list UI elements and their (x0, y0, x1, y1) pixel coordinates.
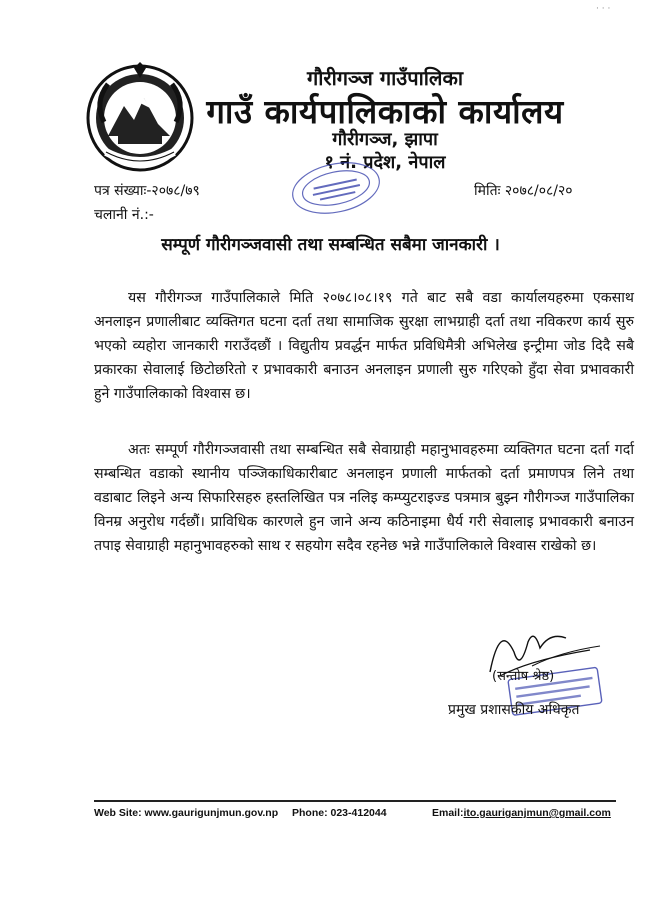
scan-speck: · · · (596, 4, 611, 14)
letter-subject: सम्पूर्ण गौरीगञ्जवासी तथा सम्बन्धित सबैमा जानकारी । (161, 235, 500, 255)
signatory-title: प्रमुख प्रशासकीय अधिकृत (448, 702, 580, 718)
patra-sankhya: पत्र संख्याः-२०७८/७९ (94, 183, 200, 199)
footer-divider (94, 800, 616, 802)
letter-date: मितिः २०७८/०८/२० (474, 183, 573, 199)
footer-website: Web Site: www.gaurigunjmun.gov.np (94, 807, 279, 819)
letterhead-address: गौरीगञ्ज, झापा (332, 129, 438, 150)
body-paragraph-1: यस गौरीगञ्ज गाउँपालिकाले मिति २०७८।०८।१९ गते बाट सबै वडा कार्यालयहरुमा एकसाथ अनलाइन प्रणालीबाट व्यक्तिगत घटना दर्ता तथा सामाजिक सुरक्षा लाभग्राही दर्ता तथा नविकरण कार्य सुरु भएको व्यहोरा जानकारी गराउँदछौं । विद्युतीय प्रवर्द्धन मार्फत प्रविधिमैत्री अभिलेख इन्ट्रीमा जोड दिदै सबै प्रकारका सेवालाई छिटोछरितो र प्रभावकारी बनाउन अनलाइन प्रणाली सुरु गरिएको हुँदा सेवा प्रभावकारी हुने गाउँपालिकाको विश्वास छ। (94, 290, 634, 402)
letterhead-municipality: गौरीगञ्ज गाउँपालिका (306, 66, 464, 90)
chalani-number: चलानी नं.:- (94, 207, 154, 223)
footer-phone: Phone: 023-412044 (292, 807, 387, 819)
body-paragraph-2: अतः सम्पूर्ण गौरीगञ्जवासी तथा सम्बन्धित सबै सेवाग्राही महानुभावहरुमा व्यक्तिगत घटना दर्ता गर्दा सम्बन्धित वडाको स्थानीय पञ्जिकाधिकारीबाट अनलाइन प्रणाली मार्फतको दर्ता प्रमाणपत्र लिने तथा वडाबाट लिइने अन्य सिफारिसहरु हस्तलिखित पत्र नलिइ कम्प्युटराइज्ड पत्रमात्र बुझ्न गौरीगञ्ज गाउँपालिका विनम्र अनुरोध गर्दछौं। प्राविधिक कारणले हुन जाने अन्य कठिनाइमा धैर्य गरी सेवालाइ प्रभावकारी बनाउन तपाइ सेवाग्राही महानुभावहरुको साथ र सहयोग सदैव रहनेछ भन्ने गाउँपालिकाले विश्वास राखेको छ। (94, 442, 634, 554)
footer-email-block (432, 807, 611, 819)
footer-email-label: Email: (432, 807, 464, 819)
nepal-government-emblem-icon (84, 62, 196, 174)
letterhead-province: १ नं. प्रदेश, नेपाल (324, 152, 446, 173)
letterhead-office: गाउँ कार्यपालिकाको कार्यालय (206, 92, 564, 131)
office-round-stamp (288, 158, 384, 218)
footer-email-link[interactable]: ito.gauriganjmun@gmail.com (463, 807, 611, 819)
signatory-name: (सन्तोष श्रेष्ठ) (492, 669, 555, 684)
